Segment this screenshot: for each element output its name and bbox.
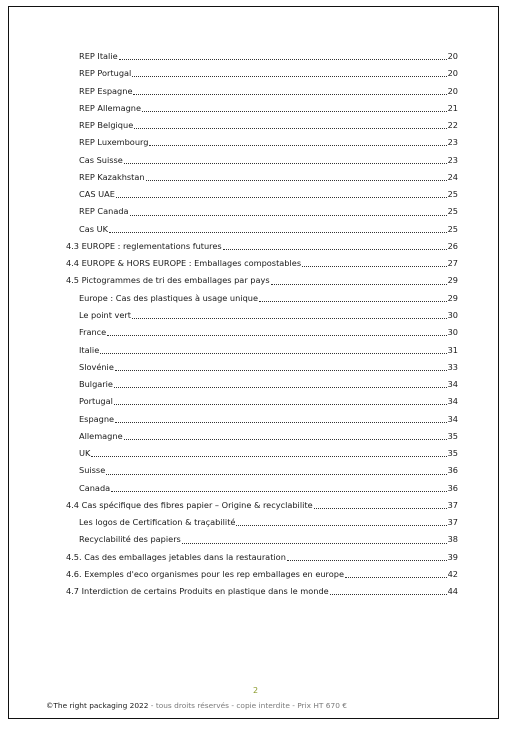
toc-entry[interactable] bbox=[66, 549, 458, 566]
toc-entry-page: 38 bbox=[447, 534, 458, 545]
toc-entry-page: 24 bbox=[447, 171, 458, 182]
toc-entry[interactable] bbox=[66, 100, 458, 117]
toc-entry-title: REP Allemagne bbox=[79, 102, 142, 113]
toc-entry-title: 4.4 EUROPE & HORS EUROPE : Emballages compostables bbox=[66, 258, 302, 269]
toc-dot-leader bbox=[114, 404, 447, 405]
toc-entry-page: 26 bbox=[447, 240, 458, 251]
toc-dot-leader bbox=[115, 370, 447, 371]
toc-dot-leader bbox=[182, 543, 447, 544]
toc-dot-leader bbox=[223, 249, 447, 250]
toc-entry[interactable] bbox=[66, 238, 458, 255]
toc-entry-title: 4.5. Cas des emballages jetables dans la restauration bbox=[66, 551, 286, 562]
toc-entry-title: Espagne bbox=[79, 413, 115, 424]
toc-entry-page: 37 bbox=[447, 499, 458, 510]
toc-entry-title: Italie bbox=[79, 344, 100, 355]
toc-entry-page: 29 bbox=[447, 275, 458, 286]
page-number: 2 bbox=[252, 686, 259, 695]
toc-dot-leader bbox=[133, 94, 446, 95]
toc-entry-page: 20 bbox=[447, 51, 458, 61]
toc-entry[interactable] bbox=[66, 531, 458, 548]
footer-rights: - tous droits réservés - copie interdite - Prix HT 670 € bbox=[148, 701, 347, 710]
footer bbox=[46, 701, 347, 710]
toc-entry-page: 36 bbox=[447, 482, 458, 493]
toc-entry-title: Le point vert bbox=[79, 309, 131, 320]
toc-entry-title: Recyclabilité des papiers bbox=[79, 534, 181, 545]
toc-entry-title: CAS UAE bbox=[79, 189, 115, 200]
toc-entry-page: 20 bbox=[447, 68, 458, 79]
toc-dot-leader bbox=[116, 197, 447, 198]
toc-entry[interactable] bbox=[66, 376, 458, 393]
toc-entry-page: 34 bbox=[447, 413, 458, 424]
toc-entry-page: 21 bbox=[447, 102, 458, 113]
toc-entry[interactable] bbox=[66, 393, 458, 410]
toc-entry-page: 23 bbox=[447, 137, 458, 148]
toc-entry-page: 34 bbox=[447, 379, 458, 390]
toc-entry-page: 35 bbox=[447, 430, 458, 441]
toc-entry-page: 22 bbox=[447, 120, 458, 131]
toc-entry-title: REP Luxembourg bbox=[79, 137, 149, 148]
toc-entry-title: Canada bbox=[79, 482, 111, 493]
toc-entry-page: 29 bbox=[447, 292, 458, 303]
toc-entry-title: REP Kazakhstan bbox=[79, 171, 145, 182]
toc-entry-title: Cas Suisse bbox=[79, 154, 123, 165]
footer-brand: ©The right packaging 2022 bbox=[46, 701, 149, 710]
toc-entry[interactable] bbox=[66, 324, 458, 341]
toc-entry-title: UK bbox=[79, 448, 91, 459]
toc-entry-title: Slovénie bbox=[79, 361, 114, 372]
toc-dot-leader bbox=[330, 594, 447, 595]
toc-dot-leader bbox=[236, 525, 446, 526]
toc-dot-leader bbox=[100, 353, 446, 354]
toc-entry[interactable] bbox=[66, 428, 458, 445]
toc-entry-title: 4.6. Exemples d'eco organismes pour les rep emballages en europe bbox=[66, 568, 344, 579]
toc-entry-page: 30 bbox=[447, 309, 458, 320]
toc-entry-page: 23 bbox=[447, 154, 458, 165]
toc-entry-title: Suisse bbox=[79, 465, 106, 476]
toc-dot-leader bbox=[132, 76, 446, 77]
toc-entry-page: 34 bbox=[447, 396, 458, 407]
toc-entry[interactable] bbox=[66, 48, 458, 65]
toc-entry[interactable] bbox=[66, 497, 458, 514]
toc-entry-title: REP Canada bbox=[79, 206, 129, 217]
toc-dot-leader bbox=[114, 387, 447, 388]
toc-entry-page: 25 bbox=[447, 223, 458, 234]
toc-entry-page: 37 bbox=[447, 517, 458, 528]
toc-entry[interactable] bbox=[66, 359, 458, 376]
toc-dot-leader bbox=[109, 232, 447, 233]
toc-entry[interactable] bbox=[66, 255, 458, 272]
toc-dot-leader bbox=[130, 215, 447, 216]
toc-entry-title: REP Portugal bbox=[79, 68, 132, 79]
toc-entry-title: Cas UK bbox=[79, 223, 108, 234]
toc-dot-leader bbox=[259, 301, 447, 302]
toc-dot-leader bbox=[91, 456, 446, 457]
toc-entry-page: 35 bbox=[447, 448, 458, 459]
toc-entry-page: 25 bbox=[447, 189, 458, 200]
toc-entry[interactable] bbox=[66, 566, 458, 583]
toc-entry[interactable] bbox=[66, 411, 458, 428]
toc-entry[interactable] bbox=[66, 342, 458, 359]
toc-entry-title: REP Espagne bbox=[79, 85, 133, 96]
toc-dot-leader bbox=[146, 180, 447, 181]
toc-entry[interactable] bbox=[66, 134, 458, 151]
toc-entry-page: 33 bbox=[447, 361, 458, 372]
toc-entry[interactable] bbox=[66, 583, 458, 600]
toc-entry-title: Les logos de Certification & traçabilité bbox=[79, 517, 236, 528]
toc-entry[interactable] bbox=[66, 221, 458, 238]
toc-entry-title: 4.3 EUROPE : reglementations futures bbox=[66, 240, 222, 251]
toc-entry[interactable] bbox=[66, 462, 458, 479]
toc-entry-title: France bbox=[79, 327, 107, 338]
toc-entry-page: 25 bbox=[447, 206, 458, 217]
table-of-contents bbox=[66, 48, 458, 601]
toc-entry[interactable] bbox=[66, 514, 458, 531]
toc-dot-leader bbox=[132, 318, 447, 319]
toc-entry[interactable] bbox=[66, 480, 458, 497]
toc-dot-leader bbox=[302, 266, 446, 267]
toc-dot-leader bbox=[142, 111, 447, 112]
toc-dot-leader bbox=[345, 577, 447, 578]
toc-dot-leader bbox=[134, 128, 446, 129]
toc-dot-leader bbox=[149, 145, 446, 146]
toc-dot-leader bbox=[124, 439, 447, 440]
toc-dot-leader bbox=[115, 422, 447, 423]
toc-entry[interactable] bbox=[66, 307, 458, 324]
toc-dot-leader bbox=[314, 508, 447, 509]
toc-entry[interactable] bbox=[66, 117, 458, 134]
toc-entry-page: 27 bbox=[447, 258, 458, 269]
toc-dot-leader bbox=[107, 335, 446, 336]
toc-entry-title: Allemagne bbox=[79, 430, 123, 441]
toc-dot-leader bbox=[119, 59, 447, 60]
toc-entry[interactable] bbox=[66, 272, 458, 289]
toc-entry-page: 30 bbox=[447, 327, 458, 338]
toc-entry-title: REP Italie bbox=[79, 51, 118, 61]
toc-entry-title: Bulgarie bbox=[79, 379, 113, 390]
toc-dot-leader bbox=[271, 284, 447, 285]
toc-entry-page: 44 bbox=[447, 586, 458, 597]
toc-entry[interactable] bbox=[66, 65, 458, 82]
toc-entry-title: Portugal bbox=[79, 396, 113, 407]
toc-dot-leader bbox=[124, 163, 447, 164]
toc-entry-title: 4.7 Interdiction de certains Produits en plastique dans le monde bbox=[66, 586, 329, 597]
toc-entry-page: 31 bbox=[447, 344, 458, 355]
toc-entry-page: 39 bbox=[447, 551, 458, 562]
toc-dot-leader bbox=[287, 560, 447, 561]
toc-entry[interactable] bbox=[66, 169, 458, 186]
toc-entry[interactable] bbox=[66, 445, 458, 462]
toc-entry[interactable] bbox=[66, 290, 458, 307]
toc-entry-page: 36 bbox=[447, 465, 458, 476]
toc-entry[interactable] bbox=[66, 186, 458, 203]
toc-entry-title: 4.5 Pictogrammes de tri des emballages par pays bbox=[66, 275, 270, 286]
toc-entry[interactable] bbox=[66, 83, 458, 100]
toc-entry[interactable] bbox=[66, 152, 458, 169]
toc-entry[interactable] bbox=[66, 203, 458, 220]
toc-entry-title: 4.4 Cas spécifique des fibres papier – Origine & recyclabilite bbox=[66, 499, 313, 510]
toc-dot-leader bbox=[111, 491, 446, 492]
toc-entry-title: Europe : Cas des plastiques à usage unique bbox=[79, 292, 258, 303]
toc-entry-page: 42 bbox=[447, 568, 458, 579]
toc-entry-page: 20 bbox=[447, 85, 458, 96]
toc-entry-title: REP Belgique bbox=[79, 120, 134, 131]
toc-dot-leader bbox=[106, 474, 446, 475]
